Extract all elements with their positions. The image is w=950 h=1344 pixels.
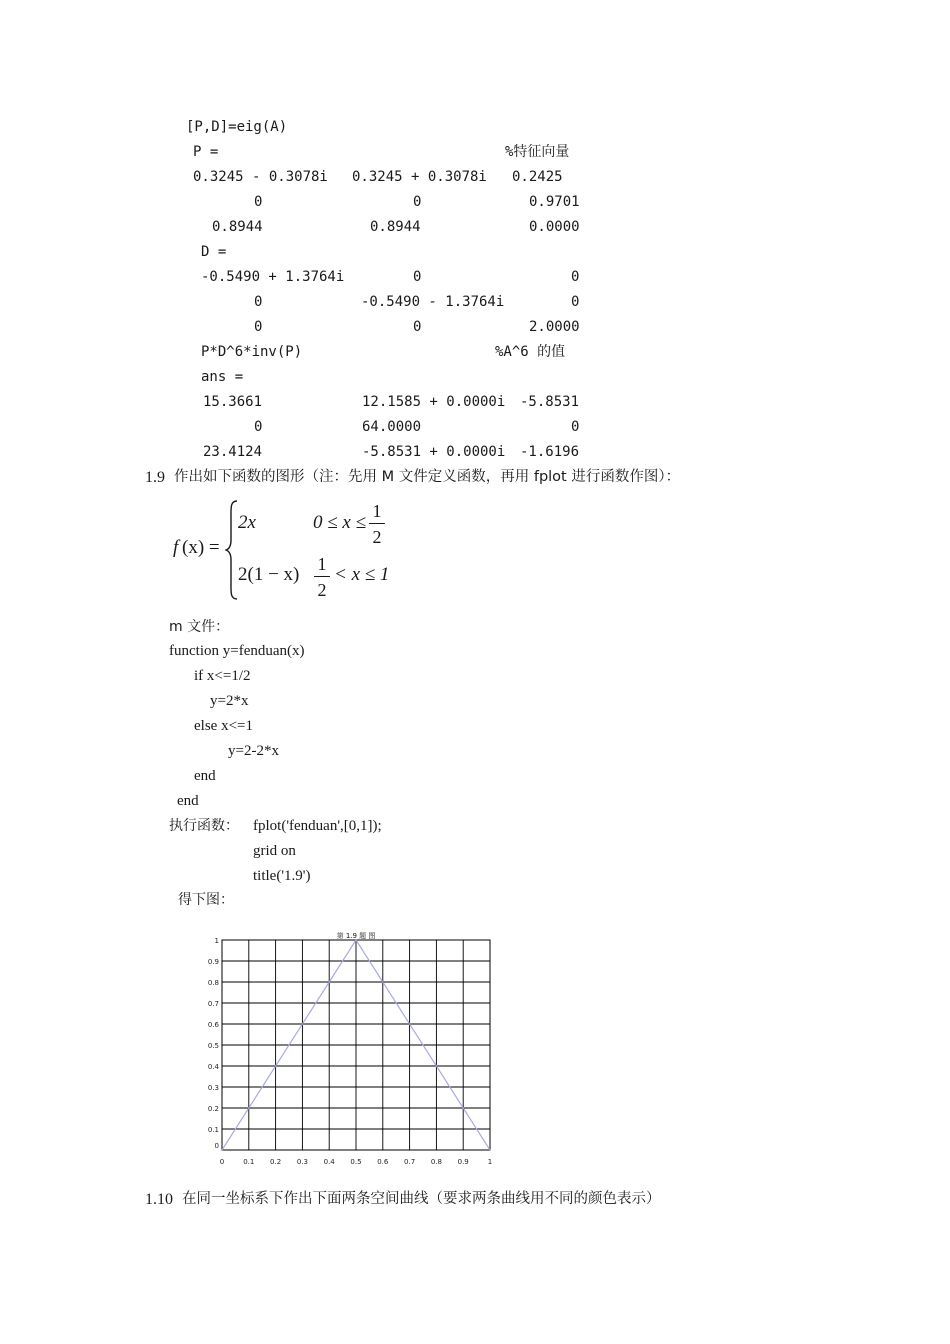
x-tick-label: 0.5 (350, 1158, 362, 1166)
left-brace-icon (225, 500, 239, 600)
ans-cell: -1.6196 (520, 444, 580, 460)
y-tick-label: 0.6 (207, 1021, 219, 1029)
code-line: else x<=1 (194, 718, 253, 734)
result-label: 得下图： (178, 892, 234, 908)
execute-line: grid on (253, 843, 296, 859)
p-cell: 0.8944 (370, 219, 421, 235)
code-line: function y=fenduan(x) (169, 643, 305, 659)
case2-fraction-bar (314, 576, 330, 577)
d-cell: 0 (413, 269, 422, 285)
chart-title: 第 1.9 题 图 (336, 932, 376, 940)
d-cell: 2.0000 (529, 319, 580, 335)
p-cell: 0.3245 + 0.3078i (352, 169, 487, 185)
ans-cell: -5.8531 (520, 394, 580, 410)
y-tick-label: 0.1 (207, 1126, 219, 1134)
case1-fraction-bar (369, 523, 385, 524)
p-cell: 0.0000 (529, 219, 580, 235)
code-line: y=2-2*x (228, 743, 279, 759)
x-tick-label: 0.6 (377, 1158, 389, 1166)
section-number: 1.10 (145, 1191, 173, 1208)
case2-den: 2 (317, 580, 327, 600)
p-cell: 0 (413, 194, 422, 210)
ans-cell: 23.4124 (203, 444, 263, 460)
case1-num: 1 (372, 501, 382, 521)
ans-cell: 0 (571, 419, 580, 435)
case2-expr: 2(1 − x) (238, 564, 300, 585)
case2-num: 1 (317, 554, 327, 574)
y-tick-label: 0.4 (207, 1063, 219, 1071)
p-cell: 0.2425 (512, 169, 563, 185)
y-tick-label: 0 (214, 1142, 219, 1150)
section-text: 在同一坐标系下作出下面两条空间曲线（要求两条曲线用不同的颜色表示） (182, 1191, 661, 1207)
x-tick-label: 1 (487, 1158, 493, 1166)
y-tick-label: 0.9 (207, 958, 219, 966)
ans-cell: 12.1585 + 0.0000i (362, 394, 506, 410)
case1-den: 2 (372, 527, 382, 547)
m-file-label: m 文件： (169, 619, 230, 635)
y-tick-label: 0.7 (207, 1000, 219, 1008)
y-tick-label: 1 (214, 937, 219, 945)
code-line: if x<=1/2 (194, 668, 251, 684)
d-cell: -0.5490 - 1.3764i (361, 294, 505, 310)
p-cell: 0.9701 (529, 194, 580, 210)
d-cell: 0 (254, 294, 263, 310)
execute-label: 执行函数： (169, 818, 239, 834)
case1-expr: 2x (238, 512, 256, 533)
x-tick-label: 0.3 (296, 1158, 308, 1166)
execute-line: title('1.9') (253, 868, 311, 884)
p-cell: 0.3245 - 0.3078i (193, 169, 328, 185)
code-line: y=2*x (210, 693, 249, 709)
d-cell: -0.5490 + 1.3764i (201, 269, 345, 285)
ans-label: ans = (201, 369, 244, 385)
d-cell: 0 (571, 269, 580, 285)
y-tick-label: 0.2 (207, 1105, 219, 1113)
execute-line: fplot('fenduan',[0,1]); (253, 818, 382, 834)
ans-cell: -5.8531 + 0.0000i (362, 444, 506, 460)
d-cell: 0 (571, 294, 580, 310)
x-tick-label: 0.1 (243, 1158, 255, 1166)
y-tick-label: 0.3 (207, 1084, 219, 1092)
case1-cond: 0 ≤ x ≤ (313, 512, 367, 533)
p-label: P = (193, 144, 219, 160)
x-tick-label: 0.2 (270, 1158, 282, 1166)
x-tick-label: 0.4 (323, 1158, 335, 1166)
y-tick-label: 0.5 (207, 1042, 219, 1050)
eig-command: [P,D]=eig(A) (186, 119, 288, 135)
pow-comment: %A^6 的值 (495, 344, 566, 360)
x-tick-label: 0.9 (457, 1158, 469, 1166)
code-line: end (194, 768, 216, 784)
code-line: end (177, 793, 199, 809)
pow-command: P*D^6*inv(P) (201, 344, 303, 360)
d-cell: 0 (254, 319, 263, 335)
d-label: D = (201, 244, 227, 260)
ans-cell: 0 (254, 419, 263, 435)
p-comment: %特征向量 (505, 144, 570, 160)
p-cell: 0.8944 (212, 219, 263, 235)
d-cell: 0 (413, 319, 422, 335)
section-number: 1.9 (145, 469, 165, 486)
ans-cell: 15.3661 (203, 394, 263, 410)
formula-f: f (173, 537, 179, 558)
x-tick-label: 0.7 (404, 1158, 416, 1166)
p-cell: 0 (254, 194, 263, 210)
formula-lhs-x: (x) = (182, 537, 220, 558)
y-tick-label: 0.8 (207, 979, 219, 987)
section-text: 作出如下函数的图形（注：先用 M 文件定义函数，再用 fplot 进行函数作图）： (174, 469, 681, 485)
line-chart (195, 925, 505, 1175)
x-tick-label: 0 (219, 1158, 225, 1166)
ans-cell: 64.0000 (362, 419, 422, 435)
case2-cond: < x ≤ 1 (334, 564, 390, 585)
x-tick-label: 0.8 (430, 1158, 442, 1166)
